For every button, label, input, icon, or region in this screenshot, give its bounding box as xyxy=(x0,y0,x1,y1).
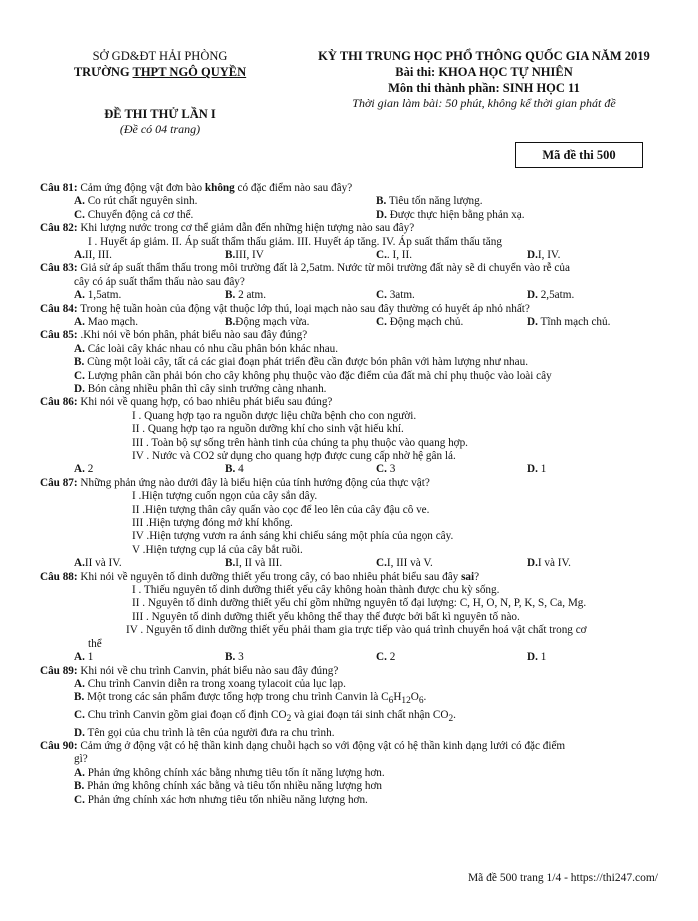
option-letter: B. xyxy=(376,195,387,208)
option-letter: D. xyxy=(527,651,538,664)
option-letter: C. xyxy=(74,208,85,221)
option-letter: B. xyxy=(225,463,236,476)
pages-note: (Đề có 04 trang) xyxy=(119,122,201,136)
option-c xyxy=(74,709,672,727)
statement-2: II .Hiện tượng thân cây quấn vào cọc để leo lên của cây đậu cô ve. xyxy=(132,503,430,516)
option-letter: D. xyxy=(74,726,85,739)
question-text: Trong hệ tuần hoàn của động vật thuộc lớp thú, loại mạch nào sau đây thường có huyết áp nhỏ nhất? xyxy=(77,302,530,315)
question-text: Phản ứng không chính xác bằng và tiêu tốn nhiều năng lượng hơn xyxy=(87,780,382,793)
question-label: Câu 84: xyxy=(40,302,78,315)
question-label: Câu 89: xyxy=(40,664,78,677)
option-c xyxy=(376,289,415,302)
option-c xyxy=(74,794,672,807)
question-text: và giai đoạn tái sinh chất nhận CO xyxy=(291,708,449,721)
exam-code-box: Mã đề thi 500 xyxy=(515,142,643,168)
question-89 xyxy=(40,665,672,741)
question-text: 1 xyxy=(540,651,547,664)
option-letter: A. xyxy=(74,289,85,302)
question-label: Câu 87: xyxy=(40,476,78,489)
question-text: TRƯỜNG xyxy=(73,65,133,79)
option-letter: B. xyxy=(74,356,85,369)
option-letter: B. xyxy=(225,651,236,664)
option-a xyxy=(74,678,672,691)
question-label: Câu 83: xyxy=(40,262,78,275)
question-label: Câu 85: xyxy=(40,329,78,342)
option-letter: D. xyxy=(376,208,387,221)
option-letter: C. xyxy=(74,708,85,721)
question-label: Câu 81: xyxy=(40,182,78,194)
option-letter: A. xyxy=(74,766,85,779)
question-text: Tĩnh mạch chủ. xyxy=(540,316,611,328)
statement-3: III . Toàn bộ sự sống trên hành tinh của chúng ta phụ thuộc vào quang hợp. xyxy=(132,436,468,449)
question-text: Khi lượng nước trong cơ thể giảm dẫn đến những hiện tượng nào sau đây? xyxy=(77,222,415,235)
option-letter: A. xyxy=(74,316,85,328)
statement-1: I . Quang hợp tạo ra nguồn dược liệu chữa bệnh cho con người. xyxy=(132,409,417,422)
question-text: 2 xyxy=(286,714,292,725)
question-text: 6 xyxy=(418,696,424,707)
option-b xyxy=(376,195,483,208)
question-text: 3atm. xyxy=(389,289,415,302)
option-letter: B. xyxy=(225,557,236,570)
option-letter: D. xyxy=(527,289,538,302)
option-b xyxy=(225,316,309,329)
question-text: Chu trình Canvin diễn ra trong xoang tylacoit của lục lạp. xyxy=(87,677,346,690)
statement-2: II . Nguyên tố dinh dưỡng thiết yếu chỉ gồm những nguyên tố đại lượng: C, H, O, N, P, K, S, Ca, Mg. xyxy=(132,597,587,610)
question-text: O xyxy=(410,691,419,704)
option-d xyxy=(74,383,672,396)
exam-header xyxy=(290,48,678,111)
question-text: Tiêu tốn năng lượng. xyxy=(388,195,483,208)
option-a xyxy=(74,343,672,356)
question-text: sai xyxy=(461,570,475,583)
question-text: Mao mạch. xyxy=(87,316,139,328)
option-d xyxy=(527,651,546,664)
option-c xyxy=(376,316,463,329)
question-text: 1 xyxy=(87,651,94,664)
question-text: Động mạch vừa. xyxy=(235,316,310,328)
question-text: III, IV xyxy=(235,249,264,261)
option-a xyxy=(74,463,93,476)
option-letter: B. xyxy=(74,780,85,793)
statement-4: IV . Nước và CO2 sử dụng cho quang hợp được cung cấp nhờ hệ gân lá. xyxy=(132,450,456,463)
option-d xyxy=(527,557,571,570)
question-text: 2 atm. xyxy=(238,289,267,302)
statement-1: I . Thiếu nguyên tố dinh dưỡng thiết yếu cây không hoàn thành được chu kỳ sống. xyxy=(132,584,500,597)
option-letter: A. xyxy=(74,463,85,476)
exam-title: ĐỀ THI THỬ LẦN I xyxy=(104,107,216,121)
question-88 xyxy=(40,571,672,665)
option-letter: D. xyxy=(74,383,85,396)
question-text: 4 xyxy=(238,463,244,476)
question-text: Một trong các sản phẩm được tổng hợp trong chu trình Canvin là C xyxy=(87,691,389,704)
question-text: Cảm ứng động vật đơn bào xyxy=(77,182,205,194)
question-text: ? xyxy=(474,570,480,583)
option-letter: C. xyxy=(376,463,387,476)
question-text: H xyxy=(393,691,402,704)
option-a xyxy=(74,557,122,570)
school-header xyxy=(40,48,280,137)
question-87 xyxy=(40,477,672,571)
question-text: I, IV. xyxy=(537,249,561,261)
question-text-continued: cây có áp suất thẩm thấu nào sau đây? xyxy=(74,275,245,288)
option-letter: C. xyxy=(376,316,387,328)
option-letter: C. xyxy=(376,249,387,261)
question-label: Câu 82: xyxy=(40,222,78,235)
option-letter: D. xyxy=(527,463,538,476)
statement-2: II . Quang hợp tạo ra nguồn dưỡng khí cho sinh vật hiếu khí. xyxy=(132,423,404,436)
question-text: I, III và V. xyxy=(386,557,433,570)
question-text: có đặc điểm nào sau đây? xyxy=(234,182,353,194)
option-letter: B. xyxy=(225,289,236,302)
option-a xyxy=(74,767,672,780)
question-text: 12 xyxy=(401,696,411,707)
question-text: Những phản ứng nào dưới đây là biểu hiện của tính hướng động của thực vật? xyxy=(77,476,430,489)
option-b xyxy=(225,249,264,262)
option-letter: D. xyxy=(527,557,538,570)
option-a xyxy=(74,195,197,208)
option-a xyxy=(74,316,138,329)
statement-3: III .Hiện tượng đóng mở khí khổng. xyxy=(132,517,293,530)
question-text: Chuyển động cả cơ thể. xyxy=(87,208,194,221)
statement-5: V .Hiện tượng cụp lá của cây bắt ruồi. xyxy=(132,543,303,556)
question-text: Các loài cây khác nhau có nhu cầu phân bón khác nhau. xyxy=(87,342,339,355)
option-a xyxy=(74,651,93,664)
question-label: Câu 90: xyxy=(40,740,78,752)
question-83 xyxy=(40,262,672,302)
question-text: Khi nói về nguyên tố dinh dưỡng thiết yếu trong cây, có bao nhiêu phát biểu sau đây xyxy=(77,570,462,583)
exam-name: KỲ THI TRUNG HỌC PHỔ THÔNG QUỐC GIA NĂM 2019 xyxy=(318,49,650,63)
question-text: Phản ứng không chính xác bằng nhưng tiêu tốn ít năng lượng hơn. xyxy=(87,766,385,779)
option-d xyxy=(376,209,525,222)
question-text: 6 xyxy=(388,696,394,707)
option-letter: A. xyxy=(74,342,85,355)
exam-component: Môn thi thành phần: SINH HỌC 11 xyxy=(388,81,580,95)
question-text: Động mạch chủ. xyxy=(389,316,464,328)
question-text: I và IV. xyxy=(537,557,571,570)
question-label: Câu 88: xyxy=(40,570,78,583)
question-text: II, III. xyxy=(84,249,112,261)
option-letter: C. xyxy=(376,557,387,570)
option-b xyxy=(225,557,282,570)
option-letter: A. xyxy=(74,249,85,261)
option-c xyxy=(376,463,395,476)
option-c xyxy=(376,249,412,262)
question-text: 1 xyxy=(540,463,547,476)
option-b xyxy=(74,691,672,709)
option-letter: B. xyxy=(74,691,85,704)
question-84 xyxy=(40,303,672,330)
question-text: Tên gọi của chu trình là tên của người đưa ra chu trình. xyxy=(87,726,335,739)
statement-1: I .Hiện tượng cuốn ngọn của cây sắn dây. xyxy=(132,490,318,503)
question-text: không xyxy=(204,182,235,194)
option-b xyxy=(225,289,266,302)
option-b xyxy=(74,356,672,369)
department-name: SỞ GD&ĐT HẢI PHÒNG xyxy=(92,49,228,63)
question-text: 2 xyxy=(87,463,94,476)
question-text: Bón càng nhiều phân thì cây sinh trưởng càng nhanh. xyxy=(87,383,327,396)
question-text: . I, II. xyxy=(386,249,413,261)
option-c xyxy=(74,370,672,383)
option-letter: A. xyxy=(74,195,85,208)
question-text: 2 xyxy=(389,651,396,664)
question-81 xyxy=(40,182,672,222)
option-c xyxy=(376,557,433,570)
page-footer: Mã đề 500 trang 1/4 - https://thi247.com/ xyxy=(467,872,658,884)
statement-3: III . Nguyên tố dinh dưỡng thiết yếu không thể thay thế được bởi bất kì nguyên tố nào. xyxy=(132,610,520,623)
question-text: Giả sử áp suất thẩm thấu trong môi trường đất là 2,5atm. Nước từ môi trường đất này sẽ di chuyển vào rễ của xyxy=(77,262,570,275)
question-text: THPT NGÔ QUYỀN xyxy=(132,65,247,79)
question-85 xyxy=(40,329,672,396)
question-items: I . Huyết áp giảm. II. Áp suất thẩm thấu giảm. III. Huyết áp tăng. IV. Áp suất thẩm thấu tăng xyxy=(88,235,502,248)
option-letter: A. xyxy=(74,557,85,570)
questions xyxy=(40,182,672,807)
option-letter: D. xyxy=(527,249,538,261)
question-text: Chu trình Canvin gồm giai đoạn cố định CO xyxy=(87,708,287,721)
statement-4: IV .Hiện tượng vươn ra ánh sáng khi chiếu sáng một phía của ngọn cây. xyxy=(132,530,454,543)
option-d xyxy=(74,727,672,740)
question-text: 2,5atm. xyxy=(540,289,575,302)
question-text: Cảm ứng ở động vật có hệ thần kinh dạng chuỗi hạch so với động vật có hệ thần kinh dạng lưới có đặc điểm xyxy=(77,740,566,752)
option-d xyxy=(527,289,574,302)
option-d xyxy=(527,249,560,262)
exam-time: Thời gian làm bài: 50 phút, không kể thời gian phát đề xyxy=(352,96,616,110)
question-text-continued: gì? xyxy=(74,753,88,766)
question-text: I, II và III. xyxy=(235,557,283,570)
question-text: Cùng một loài cây, tất cả các giai đoạn phát triển đều cần được bón phân với hàm lượng như nhau. xyxy=(87,356,529,369)
question-text: . xyxy=(423,691,427,704)
option-d xyxy=(527,316,610,329)
question-text: 3 xyxy=(389,463,396,476)
question-label: Câu 86: xyxy=(40,396,78,409)
statement-4-continued: thể xyxy=(88,637,102,650)
option-c xyxy=(376,651,395,664)
question-text: . xyxy=(453,708,456,721)
option-letter: B. xyxy=(225,316,236,328)
option-c xyxy=(74,209,193,222)
option-letter: A. xyxy=(74,677,85,690)
question-text: Khi nói về chu trình Canvin, phát biểu nào sau đây đúng? xyxy=(77,664,339,677)
option-b xyxy=(74,780,672,793)
option-letter: C. xyxy=(74,793,85,806)
question-text: 1,5atm. xyxy=(87,289,122,302)
question-90 xyxy=(40,740,672,807)
question-text: II và IV. xyxy=(84,557,122,570)
statement-4: IV . Nguyên tố dinh dưỡng thiết yếu phải tham gia trực tiếp vào quá trình chuyển hoá vật chất trong cơ xyxy=(126,624,587,637)
question-text: Phản ứng chính xác hơn nhưng tiêu tốn nhiều năng lượng hơn. xyxy=(87,793,368,806)
question-86 xyxy=(40,396,672,476)
option-letter: B. xyxy=(225,249,236,261)
question-text: Lượng phân cần phải bón cho cây không phụ thuộc vào đặc điểm của đất mà chỉ phụ thuộc vào loài cây xyxy=(87,369,552,382)
school-name xyxy=(40,64,280,80)
option-d xyxy=(527,463,546,476)
option-letter: C. xyxy=(74,369,85,382)
question-text: Được thực hiện bằng phản xạ. xyxy=(389,208,525,221)
option-b xyxy=(225,463,244,476)
question-text: 3 xyxy=(238,651,244,664)
exam-subject: Bài thi: KHOA HỌC TỰ NHIÊN xyxy=(395,65,573,79)
option-letter: C. xyxy=(376,289,387,302)
question-text: .Khi nói về bón phân, phát biểu nào sau đây đúng? xyxy=(77,329,308,342)
question-text: Co rút chất nguyên sinh. xyxy=(87,195,198,208)
option-a xyxy=(74,249,112,262)
option-letter: C. xyxy=(376,651,387,664)
question-text: 2 xyxy=(448,714,454,725)
option-letter: D. xyxy=(527,316,538,328)
question-text: Khi nói về quang hợp, có bao nhiêu phát biểu sau đúng? xyxy=(77,396,333,409)
option-letter: A. xyxy=(74,651,85,664)
option-b xyxy=(225,651,244,664)
question-82 xyxy=(40,222,672,262)
option-a xyxy=(74,289,121,302)
